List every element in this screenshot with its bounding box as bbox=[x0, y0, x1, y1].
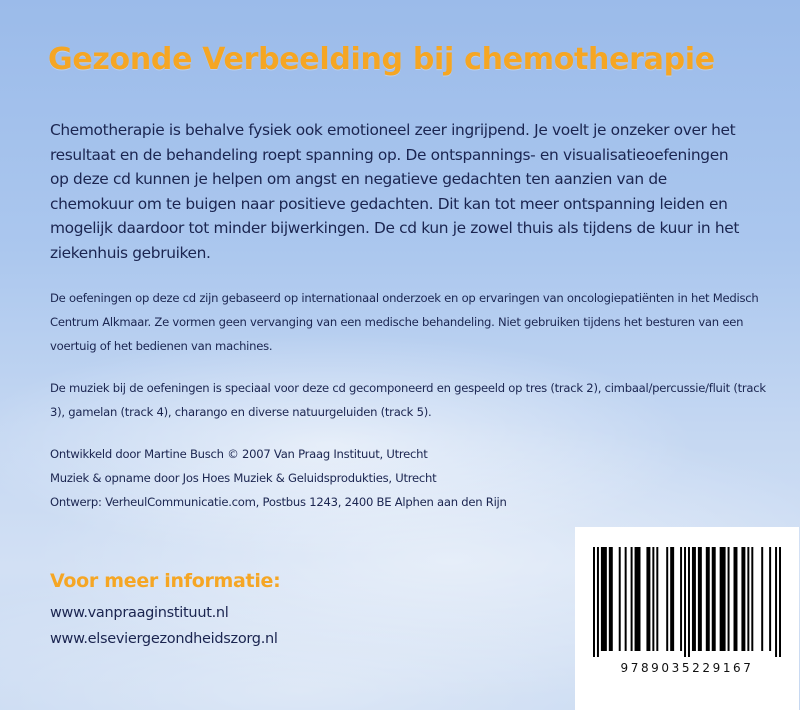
barcode-bar-26 bbox=[761, 547, 763, 651]
music-paragraph: De muziek bij de oefeningen is speciaal voor deze cd gecomponeerd en gespeeld op tres (track 2), cimbaal/percussie/fluit (track 3), gamelan (track 4), charango en diverse natuurgeluiden (track 5). bbox=[50, 381, 766, 419]
barcode-bar-6 bbox=[631, 547, 633, 651]
barcode-bar-28 bbox=[775, 547, 777, 657]
barcode-bar-23 bbox=[741, 547, 745, 651]
barcode-bar-14 bbox=[684, 547, 686, 657]
credit-music: Muziek & opname door Jos Hoes Muziek & Geluidsprodukties, Utrecht bbox=[50, 471, 437, 485]
page-title: Gezonde Verbeelding bij chemotherapie bbox=[48, 42, 715, 77]
barcode-digits: 9789035229167 bbox=[620, 661, 754, 675]
barcode-bar-19 bbox=[712, 547, 716, 651]
barcode-bar-9 bbox=[652, 547, 654, 651]
link-vanpraaginstituut[interactable]: www.vanpraaginstituut.nl bbox=[50, 605, 229, 621]
credits-list bbox=[50, 442, 550, 514]
barcode-bar-7 bbox=[635, 547, 641, 651]
barcode-bar-20 bbox=[720, 547, 726, 651]
link-elseviergezondheidszorg[interactable]: www.elseviergezondheidszorg.nl bbox=[50, 631, 278, 647]
barcode-bars bbox=[593, 547, 781, 657]
barcode-bar-15 bbox=[688, 547, 690, 657]
barcode-bar-27 bbox=[769, 547, 771, 651]
barcode-bar-17 bbox=[698, 547, 702, 651]
barcode-bar-0 bbox=[593, 547, 595, 657]
barcode-bar-24 bbox=[747, 547, 749, 651]
barcode-bar-2 bbox=[601, 547, 607, 651]
barcode-bar-12 bbox=[670, 547, 674, 651]
barcode-panel bbox=[575, 527, 799, 710]
barcode-bar-13 bbox=[680, 547, 682, 651]
barcode-bar-29 bbox=[779, 547, 781, 657]
credit-development: Ontwikkeld door Martine Busch © 2007 Van Praag Instituut, Utrecht bbox=[50, 447, 428, 461]
info-links bbox=[50, 600, 278, 652]
barcode-bar-11 bbox=[666, 547, 668, 651]
barcode-bar-8 bbox=[646, 547, 650, 651]
credit-design: Ontwerp: VerheulCommunicatie.com, Postbus 1243, 2400 BE Alphen aan den Rijn bbox=[50, 495, 507, 509]
research-paragraph: De oefeningen op deze cd zijn gebaseerd op internationaal onderzoek en op ervaringen van oncologiepatiënten in het Medisch Centrum Alkmaar. Ze vormen geen vervanging van een medische behandeling. Niet gebruiken tijdens het besturen van een voertuig of het bedienen van machines. bbox=[50, 291, 759, 353]
barcode-bar-1 bbox=[597, 547, 599, 657]
intro-paragraph: Chemotherapie is behalve fysiek ook emotioneel zeer ingrijpend. Je voelt je onzeker over het resultaat en de behandeling roept spanning op. De ontspannings- en visualisatieoefeningen op deze cd kunnen je helpen om angst en negatieve gedachten ten aanzien van de chemokuur om te buigen naar positieve gedachten. Dit kan tot meer ontspanning leiden en mogelijk daardoor tot minder bijwerkingen. De cd kun je zowel thuis als tijdens de kuur in het ziekenhuis gebruiken. bbox=[50, 121, 740, 262]
barcode-bar-10 bbox=[656, 547, 658, 651]
barcode-bar-5 bbox=[625, 547, 627, 651]
barcode-bar-16 bbox=[692, 547, 696, 651]
barcode-bar-22 bbox=[734, 547, 738, 651]
barcode-bar-25 bbox=[751, 547, 753, 651]
barcode-bar-18 bbox=[706, 547, 710, 651]
info-heading: Voor meer informatie: bbox=[50, 570, 281, 592]
barcode-bar-4 bbox=[619, 547, 621, 651]
barcode-bar-3 bbox=[609, 547, 613, 651]
barcode-bar-21 bbox=[728, 547, 730, 651]
